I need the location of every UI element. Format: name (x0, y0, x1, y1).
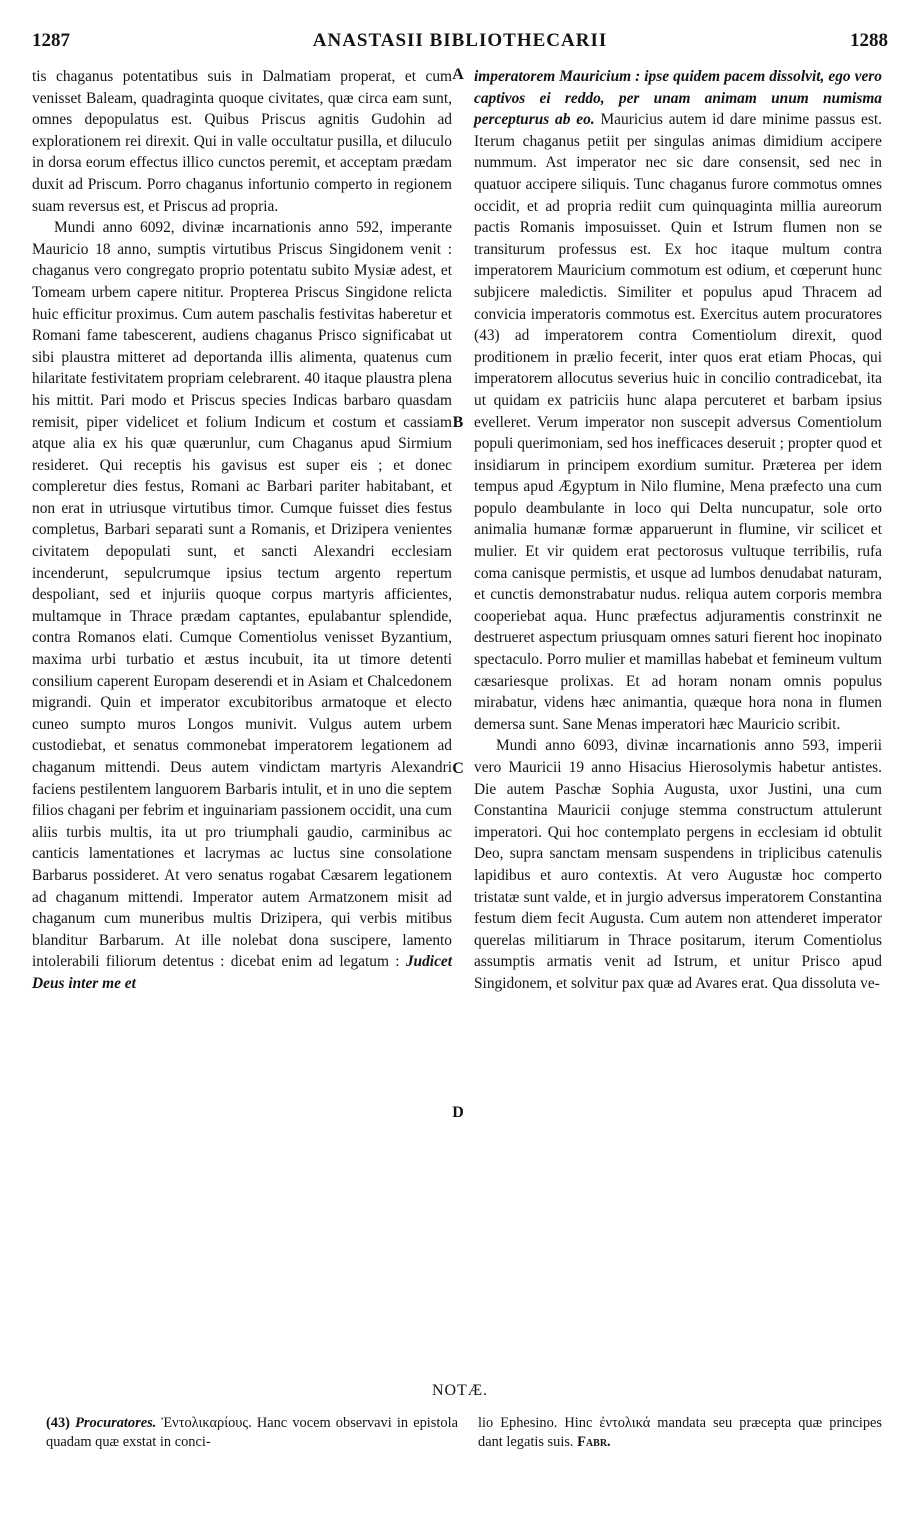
footnote-text-left: Ἐντολικαρίους. Hanc vocem observavi in epistola quadam quæ exstat in conci- (46, 1415, 458, 1450)
right-column (474, 66, 882, 995)
margin-letter-b: B (452, 414, 464, 431)
notes-heading: NOTÆ. (431, 1382, 489, 1399)
right-paragraph-1 (474, 66, 882, 735)
right-paragraph-1-quote: imperatorem Mauricium : ipse quidem pacem dissolvit, ego vero captivos ei reddo, per unam animam unum numisma percepturus ab eo. (474, 68, 882, 129)
left-column (32, 66, 452, 995)
footnote-right (478, 1414, 882, 1452)
margin-letter-a: A (452, 66, 464, 83)
left-paragraph-1: tis chaganus potentatibus suis in Dalmatiam properat, et cum venisset Baleam, quadraginta quoque civitates, quæ circa eam sunt, omnes depopulatus est. Quibus Priscus agnitis Gudohin ad explorationem rei direxit. Qui in valle occultatur pusilla, et diluculo in dorsa eorum effectus illico cunctos peremit, et acceptam prædam duxit ad Priscum. Porro chaganus infortunio comperto in regionem suam reversus est, et Priscus ad propria. (32, 68, 452, 215)
left-paragraph-2-text: Mundi anno 6092, divinæ incarnationis anno 592, imperante Mauricio 18 anno, sumptis virtutibus Priscus Singidonem venit : chaganus vero congregato proprio potentatu subito Mysiæ adest, et Tomeam urbem capere nititur. Propterea Priscus Singidone relicta huic efficitur proximus. Cum autem paschalis festivitas haberetur et Romani fame tabescerent, audiens chaganus Prisco significabat ut sibi plaustra mitteret ad deportanda illis alimenta, quatenus cum hilaritate festivitatem propriam celebrarent. 40 itaque plaustra plena his mittit. Pari modo et Priscus species Indicas barbaro quasdam remisit, piper videlicet et folium Indicum et costum et cassiam atque alia ex his quæ quærunlur, cum Chaganus apud Sirmium resideret. Qui receptis his gavisus est super eis ; et donec compleretur dies festus, Romani ac Barbari pariter habitabant, et non erat in utriusque virtutibus timor. Cumque fuisset dies festus completus, Barbari separati sunt a Romanis, et Drizipera venientes civitatem depopulati sunt, et sancti Alexandri ecclesiam incenderunt, sepulcrumque ipsius tectum argento repertum despoliant, sed et injuriis quoque corpus martyris afficientes, multamque in Thrace prædam captantes, epulabantur splendide, contra Romanos elati. Cumque Comentiolus venisset Byzantium, maxima urbi turbatio et æstus incubuit, ita ut timore detenti consilium caperent Europam deserendi et in Asiam et Chalcedonem migrandi. Quin et imperator excubitoribus armatoque et electo cuneo sumpto muros Longos munivit. Vulgus autem urbem custodiebat, et senatus commonebat imperatorem legationem ad chaganum mittendi. Deus autem vindictam martyris Alexandri faciens pestilentem languorem Barbaris intulit, et in uno die septem filios chagani per febrim et inguinariam passionem occidit, una cum aliis turbis multis, ita ut pro triumphali gaudio, carminibus ac canticis lamentationes et lacrymas ac luctus sine consolatione Barbarus possideret. At vero senatus rogabat Cæsarem legationem ad chaganum mittendi. Imperator autem Armatzonem misit ad chaganum cum muneribus multis Drizipera, qui verbis mitibus blanditur Barbarum. At ille nolebat dona suscipere, lamento intolerabili filiorum detentus : dicebat enim ad legatum : (32, 219, 452, 971)
running-head (32, 30, 888, 60)
margin-letter-d: D (452, 1104, 464, 1121)
margin-letter-c: C (452, 760, 464, 777)
page-number-left: 1287 (32, 30, 70, 51)
running-title: ANASTASII BIBLIOTHECARII (312, 30, 608, 51)
footnote-lemma: Procuratores. (75, 1415, 157, 1431)
footnote-left (46, 1414, 458, 1452)
left-paragraph-2-quote: Judicet Deus inter me et (32, 953, 453, 992)
right-paragraph-2: Mundi anno 6093, divinæ incarnationis anno 593, imperii vero Mauricii 19 anno Hisacius Hierosolymis habetur antistes. Die autem Paschæ Sophia Augusta, uxor Justini, una cum Constantina Mauricii conjuge stemma constructum attulerunt imperatori. Qui hoc contemplato pergens in ecclesiam id obtulit Deo, supra sanctam mensam suspendens in triplicibus catenulis lapidibus et auro contextis. At vero Augustæ hoc comperto tristatæ sunt valde, et in jurgio adversus imperatorem Constantina festum diem fecit Augusta. Cum autem non attenderet imperator querelas militiarum in Thrace positarum, iterum Comentiolus assumptis armatis venit ad Istrum, et unitur Prisco apud Singidonem, et solvitur pax quæ ad Avares erat. Qua dissoluta ve- (474, 737, 882, 992)
footnote-text-right: lio Ephesino. Hinc ἐντολικά mandata seu præcepta quæ principes dant legatis suis. (478, 1415, 882, 1450)
footnote-ref: (43) (46, 1415, 70, 1431)
footnote-signature: Fabr. (577, 1434, 611, 1450)
page-number-right: 1288 (850, 30, 888, 51)
right-paragraph-1-text: Mauricius autem id dare minime passus est. Iterum chaganus petiit per singulas animas dimidium accipere nummum. Ast imperator nec sic dare consensit, sed nec in quatuor accipere siliquis. Tunc chaganus furore commotus omnes occidit, et ad propria rediit cum quinquaginta millia aureorum pactis Romanis imposuisset. Quin et Istrum flumen non se transiturum professus est. Ex hoc itaque multum contra imperatorem Mauricium commotum est odium, et cœperunt hunc subjicere maledictis. Similiter et populus apud Thracem ad convicia imperatoris commotus est. Exercitus autem procuratores (43) ad imperatorem contra Comentiolum direxit, quod proditionem in prælio fecerit, inter quos erat etiam Phocas, qui imperatorem allocutus severius huic in concilio contradicebat, ita ut quidam ex patriciis hunc alapa percuteret et barbam ipsius evelleret. Verum imperator non suscepit adversus Comentiolum populi querimoniam, sed hos inefficaces deseruit ; propter quod et insidiarum in principem exordium sumitur. Præterea per idem tempus apud Ægyptum in Nilo flumine, Mena præfecto una cum populo deambulante in loco qui Delta nuncupatur, sole orto animalia humanæ formæ apparuerunt in flumine, vir scilicet et mulier. Et vir quidem erat pectorosus vultuque terribilis, rufa coma canisque permistis, et usque ad lumbos denudabat naturam, et cunctis demonstrabatur nudus. reliqua autem corporis membra cooperiebat aqua. Hunc præfectus adjuramentis constrinxit ne destrueret aspectum priusquam omnes saturi fierent hoc inopinato spectaculo. Porro mulier et mamillas habebat et femineum vultum cæsariesque prolixas. Et ad horam nonam omnis populus mirabatur, videns hæc animantia, quæque hora nona in flumen demersa sunt. Sane Menas imperatori hæc Mauricio scribit. (474, 111, 882, 733)
left-paragraph-2 (32, 217, 452, 994)
